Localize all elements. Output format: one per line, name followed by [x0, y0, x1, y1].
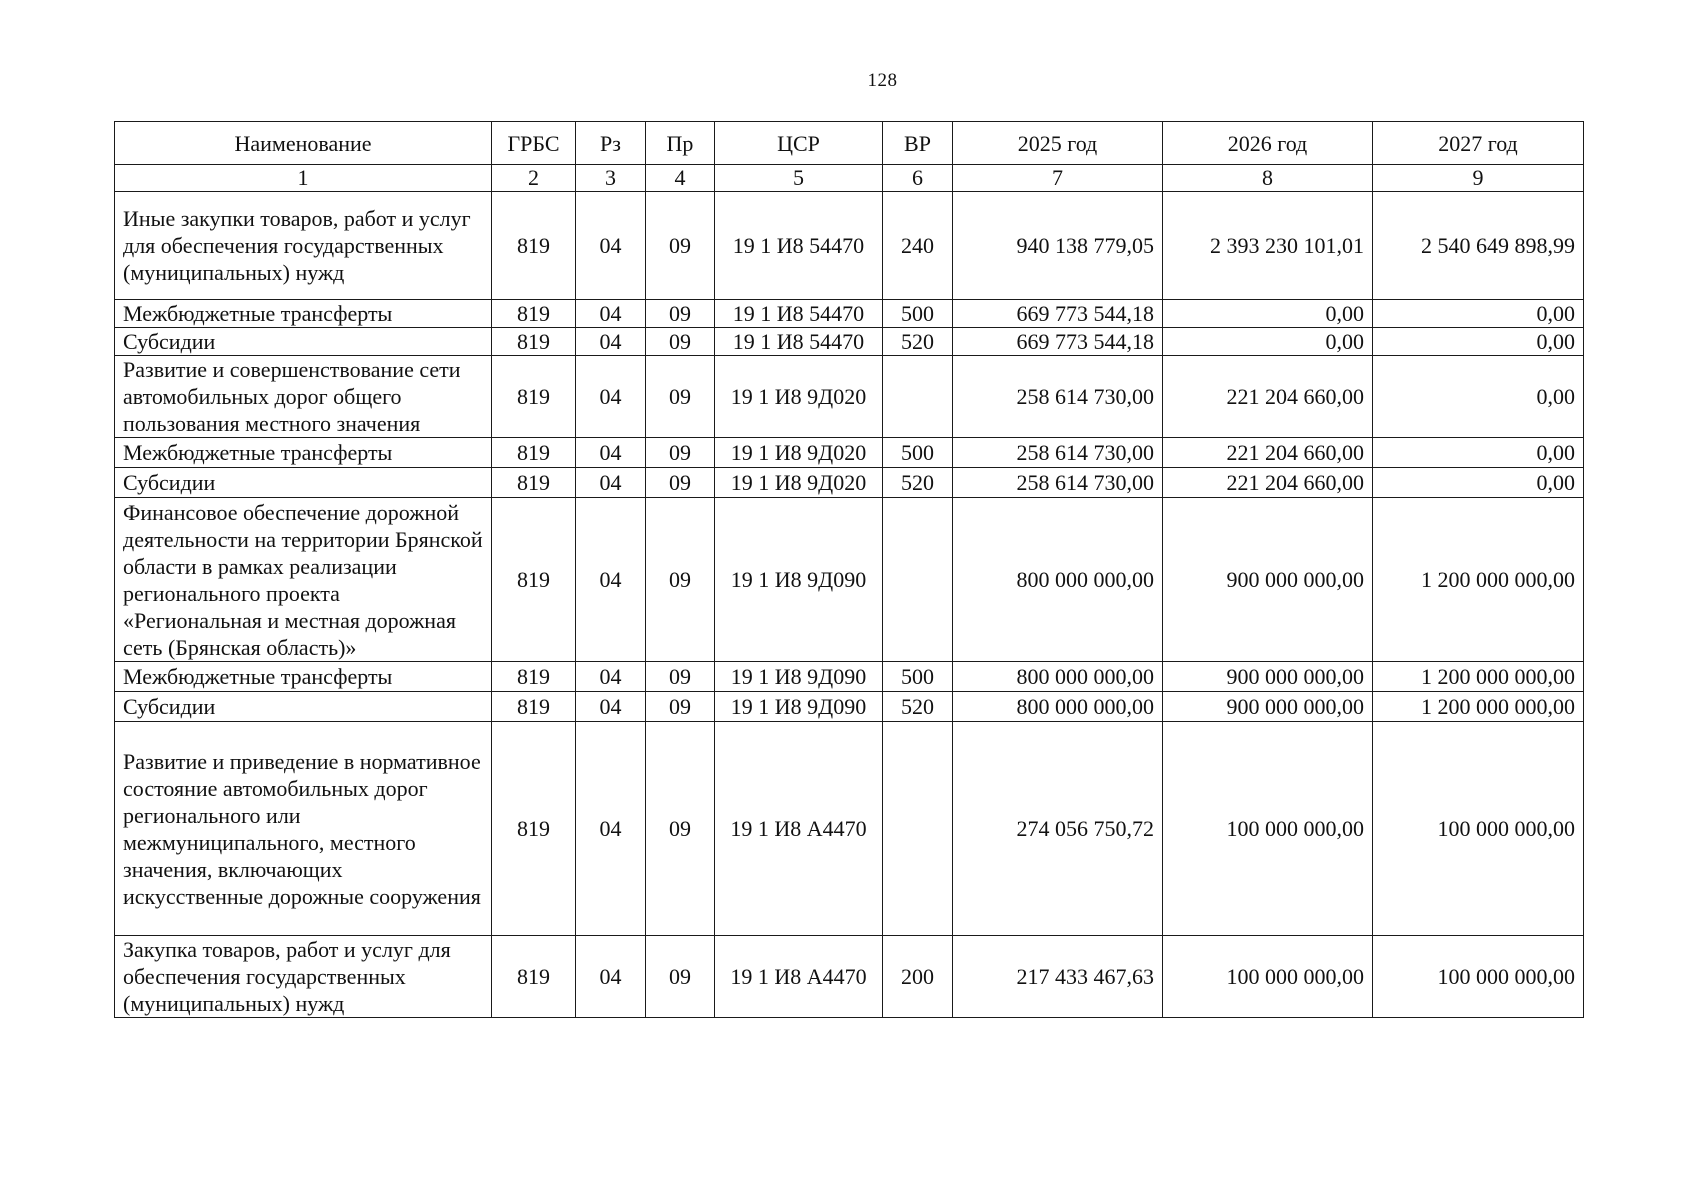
cell-vr [883, 356, 953, 438]
cell-csr: 19 1 И8 9Д020 [715, 468, 883, 498]
column-number: 3 [576, 165, 646, 192]
cell-name: Межбюджетные трансферты [115, 300, 492, 328]
cell-rz: 04 [576, 192, 646, 300]
cell-vr: 500 [883, 300, 953, 328]
cell-vr: 520 [883, 692, 953, 722]
cell-csr: 19 1 И8 9Д090 [715, 692, 883, 722]
cell-y2025: 800 000 000,00 [953, 498, 1163, 662]
cell-grbs: 819 [492, 662, 576, 692]
cell-y2026: 2 393 230 101,01 [1163, 192, 1373, 300]
cell-csr: 19 1 И8 А4470 [715, 722, 883, 936]
cell-pr: 09 [646, 328, 715, 356]
cell-grbs: 819 [492, 438, 576, 468]
cell-vr: 200 [883, 936, 953, 1018]
cell-pr: 09 [646, 300, 715, 328]
cell-y2026: 100 000 000,00 [1163, 722, 1373, 936]
header-name: Наименование [115, 122, 492, 165]
cell-name: Межбюджетные трансферты [115, 438, 492, 468]
cell-y2026: 900 000 000,00 [1163, 498, 1373, 662]
cell-pr: 09 [646, 498, 715, 662]
cell-vr: 500 [883, 662, 953, 692]
cell-name: Иные закупки товаров, работ и услуг для обеспечения государственных (муниципальных) нужд [115, 192, 492, 300]
cell-rz: 04 [576, 328, 646, 356]
cell-name: Закупка товаров, работ и услуг для обеспечения государственных (муниципальных) нужд [115, 936, 492, 1018]
cell-name: Межбюджетные трансферты [115, 662, 492, 692]
cell-rz: 04 [576, 936, 646, 1018]
header-vr: ВР [883, 122, 953, 165]
cell-pr: 09 [646, 662, 715, 692]
cell-pr: 09 [646, 192, 715, 300]
cell-y2026: 0,00 [1163, 328, 1373, 356]
cell-name: Финансовое обеспечение дорожной деятельности на территории Брянской области в рамках реализации регионального проекта «Региональная и местная дорожная сеть (Брянская область)» [115, 498, 492, 662]
cell-vr: 520 [883, 328, 953, 356]
cell-rz: 04 [576, 468, 646, 498]
cell-name: Развитие и совершенствование сети автомобильных дорог общего пользования местного значения [115, 356, 492, 438]
cell-y2025: 258 614 730,00 [953, 438, 1163, 468]
header-rz: Рз [576, 122, 646, 165]
cell-y2027: 0,00 [1373, 468, 1584, 498]
cell-csr: 19 1 И8 54470 [715, 328, 883, 356]
cell-vr: 500 [883, 438, 953, 468]
cell-rz: 04 [576, 438, 646, 468]
cell-y2027: 1 200 000 000,00 [1373, 662, 1584, 692]
cell-name: Развитие и приведение в нормативное состояние автомобильных дорог регионального или межмуниципального, местного значения, включающих искусственные дорожные сооружения [115, 722, 492, 936]
cell-vr: 240 [883, 192, 953, 300]
cell-name: Субсидии [115, 692, 492, 722]
cell-y2025: 669 773 544,18 [953, 328, 1163, 356]
table-row [115, 498, 1584, 662]
cell-grbs: 819 [492, 468, 576, 498]
cell-grbs: 819 [492, 722, 576, 936]
cell-y2026: 221 204 660,00 [1163, 438, 1373, 468]
cell-pr: 09 [646, 692, 715, 722]
header-2027: 2027 год [1373, 122, 1584, 165]
cell-grbs: 819 [492, 192, 576, 300]
cell-grbs: 819 [492, 328, 576, 356]
cell-y2027: 1 200 000 000,00 [1373, 692, 1584, 722]
table-row [115, 722, 1584, 936]
cell-rz: 04 [576, 692, 646, 722]
cell-y2027: 1 200 000 000,00 [1373, 498, 1584, 662]
column-number: 6 [883, 165, 953, 192]
cell-rz: 04 [576, 356, 646, 438]
cell-name: Субсидии [115, 328, 492, 356]
cell-y2027: 0,00 [1373, 300, 1584, 328]
table-row [115, 468, 1584, 498]
header-pr: Пр [646, 122, 715, 165]
table-row [115, 356, 1584, 438]
cell-y2025: 217 433 467,63 [953, 936, 1163, 1018]
table-row [115, 692, 1584, 722]
cell-csr: 19 1 И8 А4470 [715, 936, 883, 1018]
cell-grbs: 819 [492, 692, 576, 722]
column-number: 4 [646, 165, 715, 192]
cell-y2026: 0,00 [1163, 300, 1373, 328]
cell-name: Субсидии [115, 468, 492, 498]
table-row [115, 300, 1584, 328]
header-2025: 2025 год [953, 122, 1163, 165]
cell-pr: 09 [646, 438, 715, 468]
cell-y2025: 669 773 544,18 [953, 300, 1163, 328]
header-grbs: ГРБС [492, 122, 576, 165]
column-number: 9 [1373, 165, 1584, 192]
cell-pr: 09 [646, 468, 715, 498]
header-row [115, 122, 1584, 165]
cell-csr: 19 1 И8 9Д020 [715, 438, 883, 468]
cell-y2025: 258 614 730,00 [953, 356, 1163, 438]
budget-table [114, 121, 1584, 1018]
cell-csr: 19 1 И8 9Д090 [715, 498, 883, 662]
cell-y2027: 2 540 649 898,99 [1373, 192, 1584, 300]
table-row [115, 438, 1584, 468]
cell-y2027: 0,00 [1373, 356, 1584, 438]
column-number: 1 [115, 165, 492, 192]
column-number: 5 [715, 165, 883, 192]
cell-grbs: 819 [492, 498, 576, 662]
cell-rz: 04 [576, 300, 646, 328]
cell-csr: 19 1 И8 54470 [715, 300, 883, 328]
cell-y2025: 800 000 000,00 [953, 662, 1163, 692]
cell-y2027: 0,00 [1373, 328, 1584, 356]
cell-y2026: 100 000 000,00 [1163, 936, 1373, 1018]
table-row [115, 192, 1584, 300]
cell-y2026: 900 000 000,00 [1163, 662, 1373, 692]
cell-y2026: 221 204 660,00 [1163, 356, 1373, 438]
cell-grbs: 819 [492, 936, 576, 1018]
cell-y2025: 940 138 779,05 [953, 192, 1163, 300]
cell-rz: 04 [576, 722, 646, 936]
cell-pr: 09 [646, 722, 715, 936]
cell-y2027: 100 000 000,00 [1373, 936, 1584, 1018]
column-number: 8 [1163, 165, 1373, 192]
cell-csr: 19 1 И8 54470 [715, 192, 883, 300]
column-number: 7 [953, 165, 1163, 192]
cell-y2027: 0,00 [1373, 438, 1584, 468]
cell-pr: 09 [646, 356, 715, 438]
cell-vr: 520 [883, 468, 953, 498]
cell-pr: 09 [646, 936, 715, 1018]
column-number: 2 [492, 165, 576, 192]
cell-y2026: 221 204 660,00 [1163, 468, 1373, 498]
table-row [115, 328, 1584, 356]
cell-grbs: 819 [492, 356, 576, 438]
cell-y2026: 900 000 000,00 [1163, 692, 1373, 722]
header-2026: 2026 год [1163, 122, 1373, 165]
cell-rz: 04 [576, 498, 646, 662]
column-numbers-row [115, 165, 1584, 192]
cell-csr: 19 1 И8 9Д090 [715, 662, 883, 692]
cell-grbs: 819 [492, 300, 576, 328]
table-body [115, 192, 1584, 1018]
cell-y2025: 274 056 750,72 [953, 722, 1163, 936]
table-row [115, 662, 1584, 692]
cell-vr [883, 722, 953, 936]
page-number: 128 [867, 70, 898, 91]
header-csr: ЦСР [715, 122, 883, 165]
cell-rz: 04 [576, 662, 646, 692]
cell-y2025: 258 614 730,00 [953, 468, 1163, 498]
cell-y2027: 100 000 000,00 [1373, 722, 1584, 936]
cell-y2025: 800 000 000,00 [953, 692, 1163, 722]
table-row [115, 936, 1584, 1018]
cell-vr [883, 498, 953, 662]
cell-csr: 19 1 И8 9Д020 [715, 356, 883, 438]
